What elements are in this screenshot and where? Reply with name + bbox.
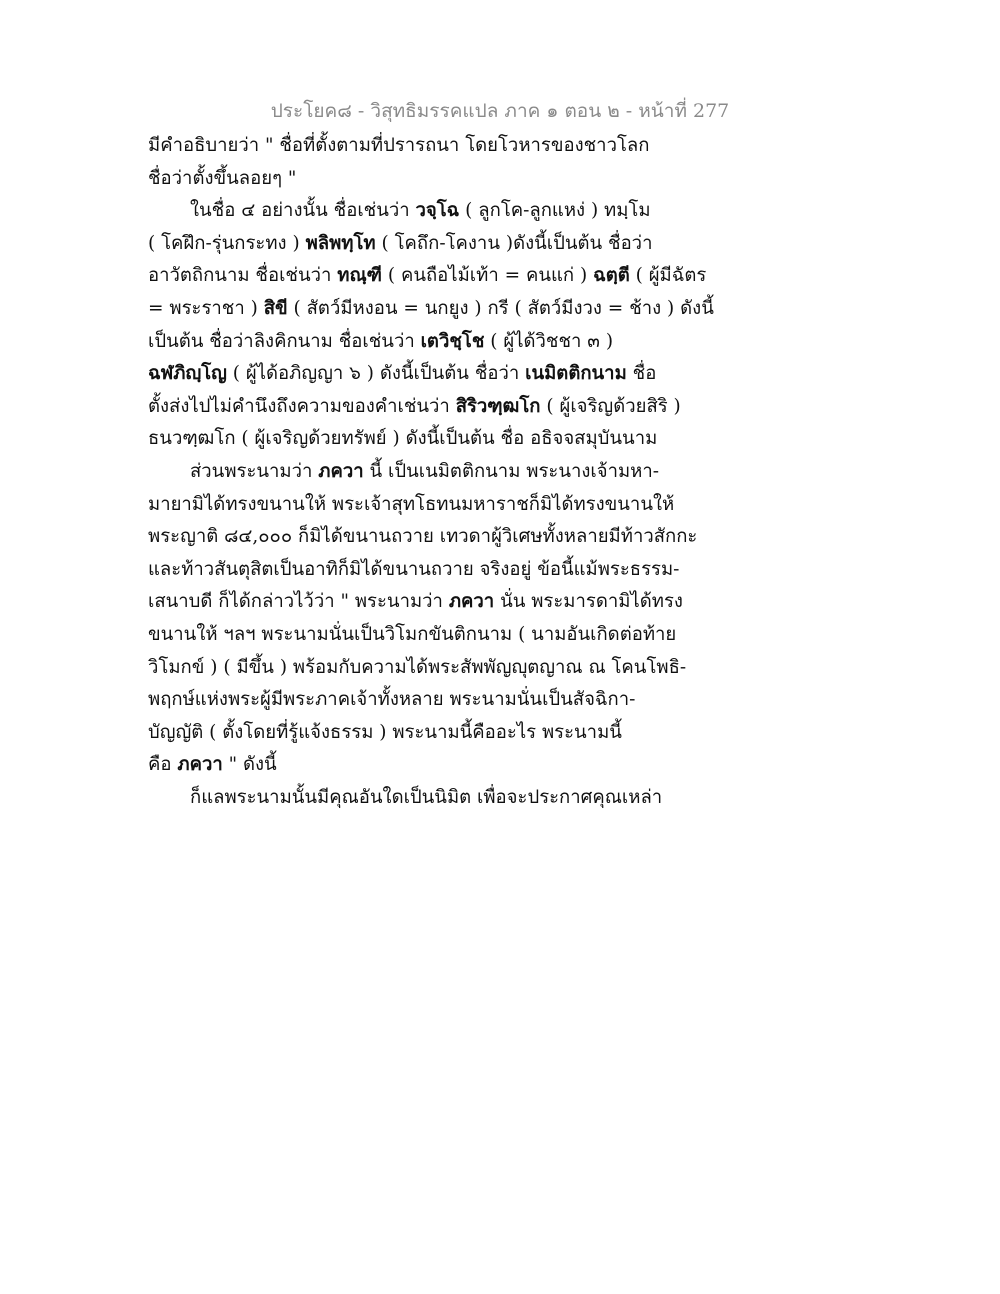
text-line	[148, 782, 663, 815]
text-line	[148, 130, 648, 163]
text-segment: ( โคถึก-โคงาน )ดังนี้เป็นต้น ชื่อว่า	[375, 232, 653, 254]
text-line	[148, 684, 648, 717]
bold-term: ภควา	[318, 460, 364, 482]
text-segment: = พระราชา )	[148, 297, 264, 319]
bold-term: พลิพทฺโท	[305, 232, 376, 254]
text-line	[148, 293, 714, 326]
text-segment: ก็แลพระนามนั้นมีคุณอันใดเป็นนิมิต เพื่อจะประกาศคุณเหล่า	[190, 786, 663, 808]
text-segment: และท้าวสันตุสิตเป็นอาทิก็มิได้ขนานถวาย จริงอยู่ ข้อนี้แม้พระธรรม-	[148, 558, 680, 580]
text-line	[148, 489, 675, 522]
bold-term: ทณฺฑี	[337, 265, 382, 287]
text-segment: นั่น พระมารดามิได้ทรง	[494, 591, 683, 613]
bold-term: สิขี	[263, 297, 288, 319]
text-line	[148, 228, 653, 261]
bold-term: ภควา	[448, 591, 495, 613]
text-segment: พระญาติ ๘๔,๐๐๐ ก็มิได้ขนานถวาย เทวดาผู้วิเศษทั้งหลายมีท้าวสักกะ	[148, 526, 698, 548]
text-segment: มีคำอธิบายว่า " ชื่อที่ตั้งตามที่ปรารถนา โดยโวหารของชาวโลก	[148, 135, 650, 156]
text-segment: อาวัตถิกนาม ชื่อเช่นว่า	[148, 265, 338, 287]
text-line	[148, 456, 659, 489]
bold-term: ฉตฺตี	[593, 265, 630, 287]
text-segment: นี้ เป็นเนมิตติกนาม พระนางเจ้ามหา-	[363, 460, 659, 482]
text-segment: เป็นต้น ชื่อว่าลิงคิกนาม ชื่อเช่นว่า	[148, 330, 421, 352]
text-segment: ( ผู้ได้วิชชา ๓ )	[484, 330, 614, 352]
text-line	[148, 423, 658, 456]
bold-term: เตวิชฺโช	[420, 330, 485, 352]
page-header: ประโยค๘ - วิสุทธิมรรคแปล ภาค ๑ ตอน ๒ - หน้าที่ 277	[270, 100, 730, 122]
text-segment: วิโมกข์ ) ( มีขึ้น ) พร้อมกับความได้พระสัพพัญญุตญาณ ณ โคนโพธิ-	[148, 656, 687, 678]
text-segment: บัญญัติ ( ตั้งโดยที่รู้แจ้งธรรม ) พระนามนี้คืออะไร พระนามนี้	[148, 721, 622, 743]
text-segment: ( ลูกโค-ลูกแหง่ ) ทมฺโม	[459, 200, 651, 222]
text-line	[148, 391, 681, 424]
text-segment: ( สัตว์มีหงอน = นกยูง ) กรี ( สัตว์มีงวง = ช้าง ) ดังนี้	[287, 297, 714, 319]
text-segment: คือ	[148, 754, 178, 776]
text-segment: ( ผู้มีฉัตร	[629, 265, 707, 287]
text-line	[148, 586, 683, 619]
bold-term: วจฺโฉ	[415, 200, 460, 222]
text-segment: ( คนถือไม้เท้า = คนแก่ )	[381, 265, 594, 287]
text-line	[148, 554, 680, 587]
text-segment: ในชื่อ ๔ อย่างนั้น ชื่อเช่นว่า	[190, 200, 416, 222]
text-segment: ( โคฝึก-รุ่นกระทง )	[148, 232, 306, 254]
text-line	[148, 358, 657, 391]
text-line	[148, 260, 707, 293]
text-segment: ตั้งส่งไปไม่คำนึงถึงความของคำเช่นว่า	[148, 395, 456, 417]
text-line	[148, 749, 648, 782]
text-segment: เสนาบดี ก็ได้กล่าวไว้ว่า " พระนามว่า	[148, 591, 449, 613]
text-segment: ส่วนพระนามว่า	[190, 460, 319, 482]
text-segment: ( ผู้เจริญด้วยสิริ )	[540, 395, 681, 417]
bold-term: เนมิตติกนาม	[525, 363, 627, 385]
text-line	[148, 619, 677, 652]
text-segment: ( ผู้ได้อภิญญา ๖ ) ดังนี้เป็นต้น ชื่อว่า	[226, 363, 526, 385]
text-segment: " ดังนี้	[222, 754, 277, 776]
text-line	[148, 195, 651, 228]
text-line	[148, 717, 648, 750]
bold-term: ภควา	[177, 754, 223, 776]
bold-term: สิริวฑฺฒโก	[455, 395, 541, 417]
text-segment: ธนวฑฺฒโก ( ผู้เจริญด้วยทรัพย์ ) ดังนี้เป็นต้น ชื่อ อธิจจสมุบันนาม	[148, 428, 658, 450]
text-segment: พฤกษ์แห่งพระผู้มีพระภาคเจ้าทั้งหลาย พระนามนั่นเป็นสัจฉิกา-	[148, 689, 636, 711]
text-segment: มายามิได้ทรงขนานให้ พระเจ้าสุทโธทนมหาราชก็มิได้ทรงขนานให้	[148, 493, 675, 515]
text-line	[148, 521, 698, 554]
bold-term: ฉฬภิญฺโญ	[148, 363, 227, 385]
text-segment: ขนานให้ ฯลฯ พระนามนั่นเป็นวิโมกขันติกนาม ( นามอันเกิดต่อท้าย	[148, 623, 677, 645]
body-text	[148, 130, 714, 814]
text-line	[148, 163, 648, 196]
text-segment: ชื่อ	[626, 363, 657, 385]
text-line	[148, 326, 648, 359]
text-segment: ชื่อว่าตั้งขึ้นลอยๆ "	[148, 167, 297, 189]
text-line	[148, 652, 687, 685]
